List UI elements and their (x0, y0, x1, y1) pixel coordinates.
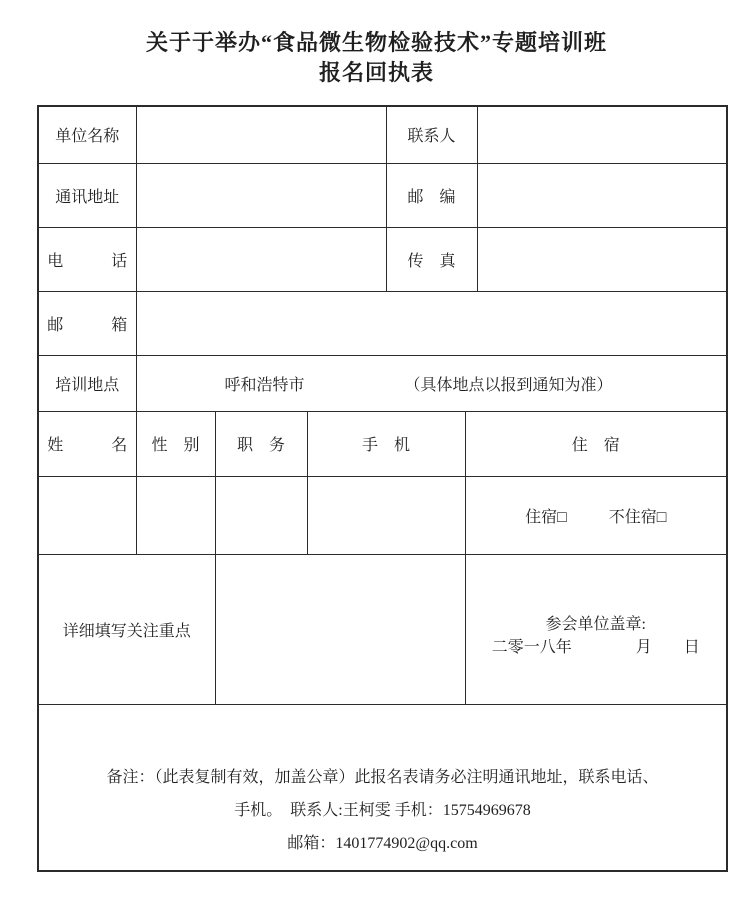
zip-label: 邮 编 (386, 163, 477, 227)
date-line: 二零一八年 月 日 (491, 639, 700, 656)
table-row (38, 476, 727, 554)
title-line-1: 关于于举办“食品微生物检验技术”专题培训班 (145, 30, 607, 55)
venue-label: 培训地点 (38, 355, 136, 411)
venue-value-cell (136, 355, 727, 411)
phone-input-cell[interactable] (136, 227, 386, 291)
email-label: 邮 箱 (38, 291, 136, 355)
lodging-column-header: 住 宿 (465, 411, 727, 476)
table-row (38, 291, 727, 355)
stamp-label: 参会单位盖章: (545, 616, 646, 633)
gender-input-cell[interactable] (136, 476, 215, 554)
remark-line-1: 备注：（此表复制有效，加盖公章）此报名表请务必注明通讯地址，联系电话、 (106, 768, 659, 786)
name-input-cell[interactable] (38, 476, 136, 554)
email-input-cell[interactable] (136, 291, 727, 355)
table-row (38, 355, 727, 411)
table-row (38, 163, 727, 227)
stamp-cell (465, 554, 727, 704)
title-line-2: 报名回执表 (318, 60, 434, 85)
mobile-input-cell[interactable] (307, 476, 465, 554)
unit-name-input-cell[interactable] (136, 106, 386, 163)
registration-table (37, 105, 728, 872)
gender-column-header: 性 别 (136, 411, 215, 476)
contact-label: 联系人 (386, 106, 477, 163)
table-row (38, 704, 727, 871)
venue-note: （具体地点以报到通知为准） (404, 376, 613, 394)
lodging-no-checkbox[interactable]: 不住宿□ (608, 508, 667, 526)
remark-line-3: 邮箱：1401774902@qq.com (287, 834, 478, 852)
fax-label: 传 真 (386, 227, 477, 291)
zip-input-cell[interactable] (477, 163, 727, 227)
phone-label: 电 话 (38, 227, 136, 291)
document-title (0, 28, 753, 88)
remark-line-2: 手机。 联系人:王柯雯 手机：15754969678 (234, 801, 531, 819)
address-input-cell[interactable] (136, 163, 386, 227)
job-title-input-cell[interactable] (215, 476, 307, 554)
table-row (38, 106, 727, 163)
table-row (38, 411, 727, 476)
name-column-header: 姓 名 (38, 411, 136, 476)
unit-name-label: 单位名称 (38, 106, 136, 163)
lodging-yes-checkbox[interactable]: 住宿□ (525, 508, 567, 526)
mobile-column-header: 手 机 (307, 411, 465, 476)
remarks-cell (38, 704, 727, 871)
table-row (38, 554, 727, 704)
address-label: 通讯地址 (38, 163, 136, 227)
fax-input-cell[interactable] (477, 227, 727, 291)
focus-label: 详细填写关注重点 (38, 554, 215, 704)
lodging-choice-cell (465, 476, 727, 554)
job-title-column-header: 职 务 (215, 411, 307, 476)
focus-input-cell[interactable] (215, 554, 465, 704)
table-row (38, 227, 727, 291)
venue-city: 呼和浩特市 (224, 376, 305, 394)
contact-input-cell[interactable] (477, 106, 727, 163)
